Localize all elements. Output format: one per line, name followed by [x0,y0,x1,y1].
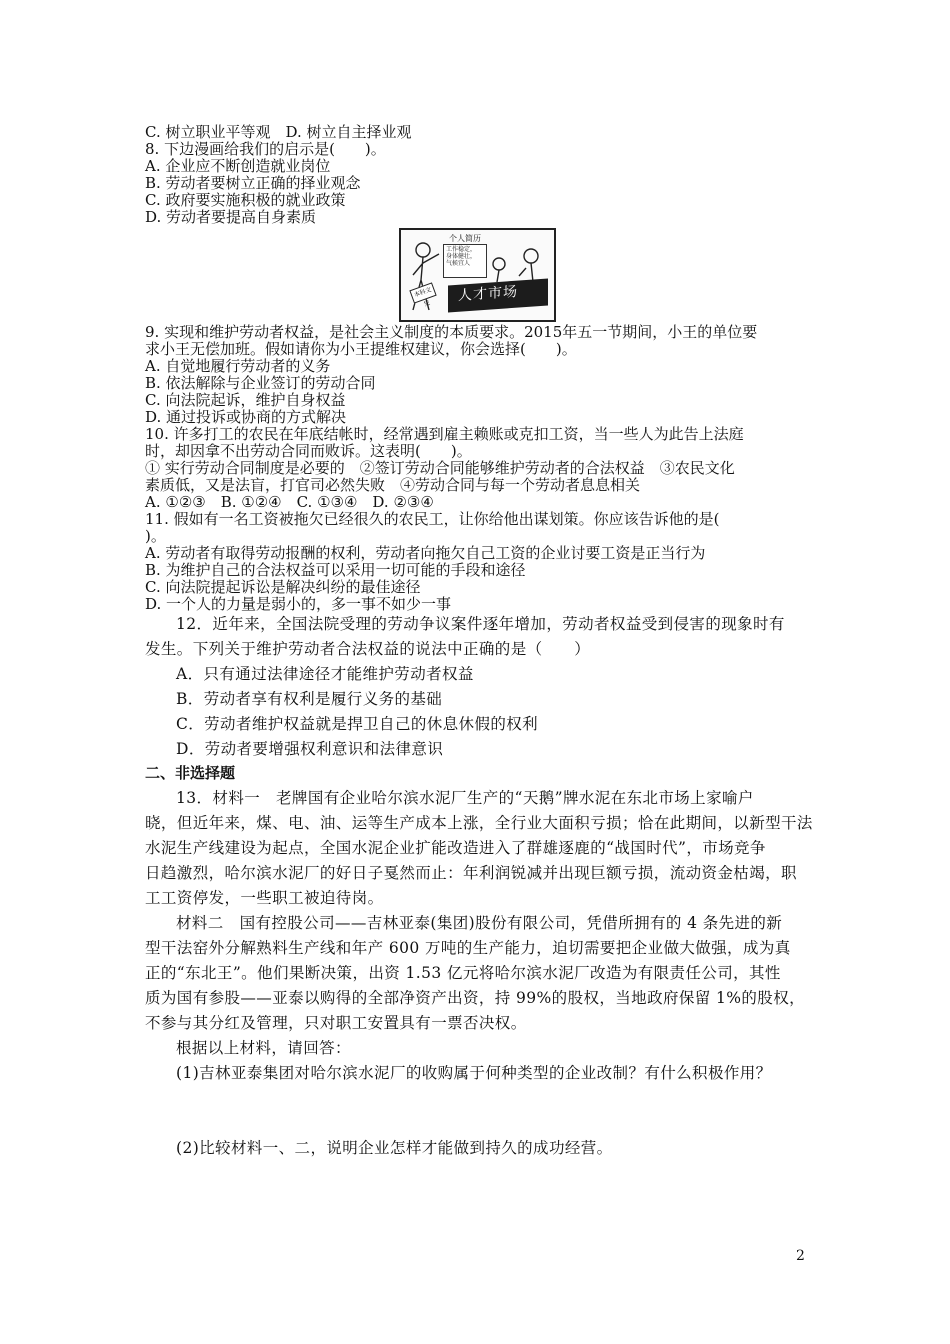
option-8b: B. 劳动者要树立正确的择业观念 [145,174,361,192]
option-11c: C. 向法院提起诉讼是解决纠纷的最佳途径 [145,578,421,596]
option-11a: A. 劳动者有取得劳动报酬的权利，劳动者向拖欠自己工资的企业讨要工资是正当行为 [145,544,706,562]
option-12c: C．劳动者维护权益就是捍卫自己的休息休假的权利 [176,715,539,733]
section-heading: 二、非选择题 [145,764,236,782]
question-10-options: A. ①②③ B. ①②④ C. ①③④ D. ②③④ [145,493,434,511]
option-9c: C. 向法院起诉，维护自身权益 [145,391,346,409]
question-12-line-1: 12．近年来，全国法院受理的劳动争议案件逐年增加，劳动者权益受到侵害的现象时有 [176,615,785,633]
material-2-line-4: 质为国有参股——亚泰以购得的全部净资产出资，持 99%的股权，当地政府保留 1%的股权， [145,989,805,1007]
sub-question-1: (1)吉林亚泰集团对哈尔滨水泥厂的收购属于何种类型的企业改制？有什么积极作用？ [176,1064,772,1082]
cartoon-resume-line: 工作稳定， [446,246,477,253]
question-9-line-2: 求小王无偿加班。假如请你为小王提维权建议，你会选择( )。 [145,340,577,358]
option-8c: C. 政府要实施积极的就业政策 [145,191,346,209]
page-number: 2 [796,1248,805,1264]
material-1-line-1: 13．材料一 老牌国有企业哈尔滨水泥厂生产的“天鹅”牌水泥在东北市场上家喻户 [176,789,754,807]
option-12d: D．劳动者要增强权利意识和法律意识 [176,740,444,758]
material-2-line-1: 材料二 国有控股公司——吉林亚泰(集团)股份有限公司，凭借所拥有的 4 条先进的新 [176,914,783,932]
question-10-statements-2: 素质低，又是法盲，打官司必然失败 ④劳动合同与每一个劳动者息息相关 [145,476,641,494]
cartoon-resume-line: 身体健壮， [446,253,477,260]
cartoon-diploma-plaque: 本科文凭 [409,282,436,303]
option-12a: A．只有通过法律途径才能维护劳动者权益 [176,665,474,683]
material-2-line-5: 不参与其分红及管理，只对职工安置具有一票否决权。 [145,1014,527,1032]
material-2-line-3: 正的“东北王”。他们果断决策，出资 1.53 亿元将哈尔滨水泥厂改造为有限责任公司，其性 [145,964,781,982]
question-11-line-2: )。 [145,527,166,545]
instruction: 根据以上材料，请回答： [176,1039,351,1057]
material-1-line-2: 晓，但近年来，煤、电、油、运等生产成本上涨，全行业大面积亏损；恰在此期间，以新型干法 [145,814,813,832]
option-11b: B. 为维护自己的合法权益可以采用一切可能的手段和途径 [145,561,526,579]
option-8d: D. 劳动者要提高自身素质 [145,208,317,226]
option-7c: C. 树立职业平等观 D. 树立自主择业观 [145,123,412,141]
option-9d: D. 通过投诉或协商的方式解决 [145,408,347,426]
option-11d: D. 一个人的力量是弱小的，多一事不如少一事 [145,595,452,613]
question-10-line-1: 10. 许多打工的农民在年底结帐时，经常遇到雇主赖账或克扣工资，当一些人为此告上法庭 [145,425,744,443]
option-12b: B．劳动者享有权利是履行义务的基础 [176,690,443,708]
question-10-line-2: 时，却因拿不出劳动合同而败诉。这表明( )。 [145,442,472,460]
option-9b: B. 依法解除与企业签订的劳动合同 [145,374,376,392]
material-2-line-2: 型干法窑外分解熟料生产线和年产 600 万吨的生产能力，迫切需要把企业做大做强，成为真 [145,939,791,957]
cartoon-sign-text: 人才市场 [458,283,518,305]
material-1-line-5: 工工资停发，一些职工被迫待岗。 [145,889,384,907]
question-10-statements-1: ① 实行劳动合同制度是必要的 ②签订劳动合同能够维护劳动者的合法权益 ③农民文化 [145,459,735,477]
talent-market-cartoon [399,228,556,322]
option-9a: A. 自觉地履行劳动者的义务 [145,357,331,375]
cartoon-resume [443,244,487,278]
question-12-line-2: 发生。下列关于维护劳动者合法权益的说法中正确的是（ ） [145,640,591,658]
sub-question-2: (2)比较材料一、二，说明企业怎样才能做到持久的成功经营。 [176,1139,613,1157]
question-8: 8. 下边漫画给我们的启示是( )。 [145,140,386,158]
material-1-line-3: 水泥生产线建设为起点，全国水泥企业扩能改造进入了群雄逐鹿的“战国时代”，市场竞争 [145,839,766,857]
cartoon-resume-line: 气候宜人 [446,260,471,267]
cartoon-resume-title: 个人简历 [449,234,481,243]
question-11-line-1: 11. 假如有一名工资被拖欠已经很久的农民工，让你给他出谋划策。你应该告诉他的是( [145,510,720,528]
material-1-line-4: 日趋激烈，哈尔滨水泥厂的好日子戛然而止：年利润锐减并出现巨额亏损，流动资金枯竭，职 [145,864,797,882]
option-8a: A. 企业应不断创造就业岗位 [145,157,331,175]
question-9-line-1: 9. 实现和维护劳动者权益，是社会主义制度的本质要求。2015年五一节期间，小王的单位要 [145,323,758,341]
